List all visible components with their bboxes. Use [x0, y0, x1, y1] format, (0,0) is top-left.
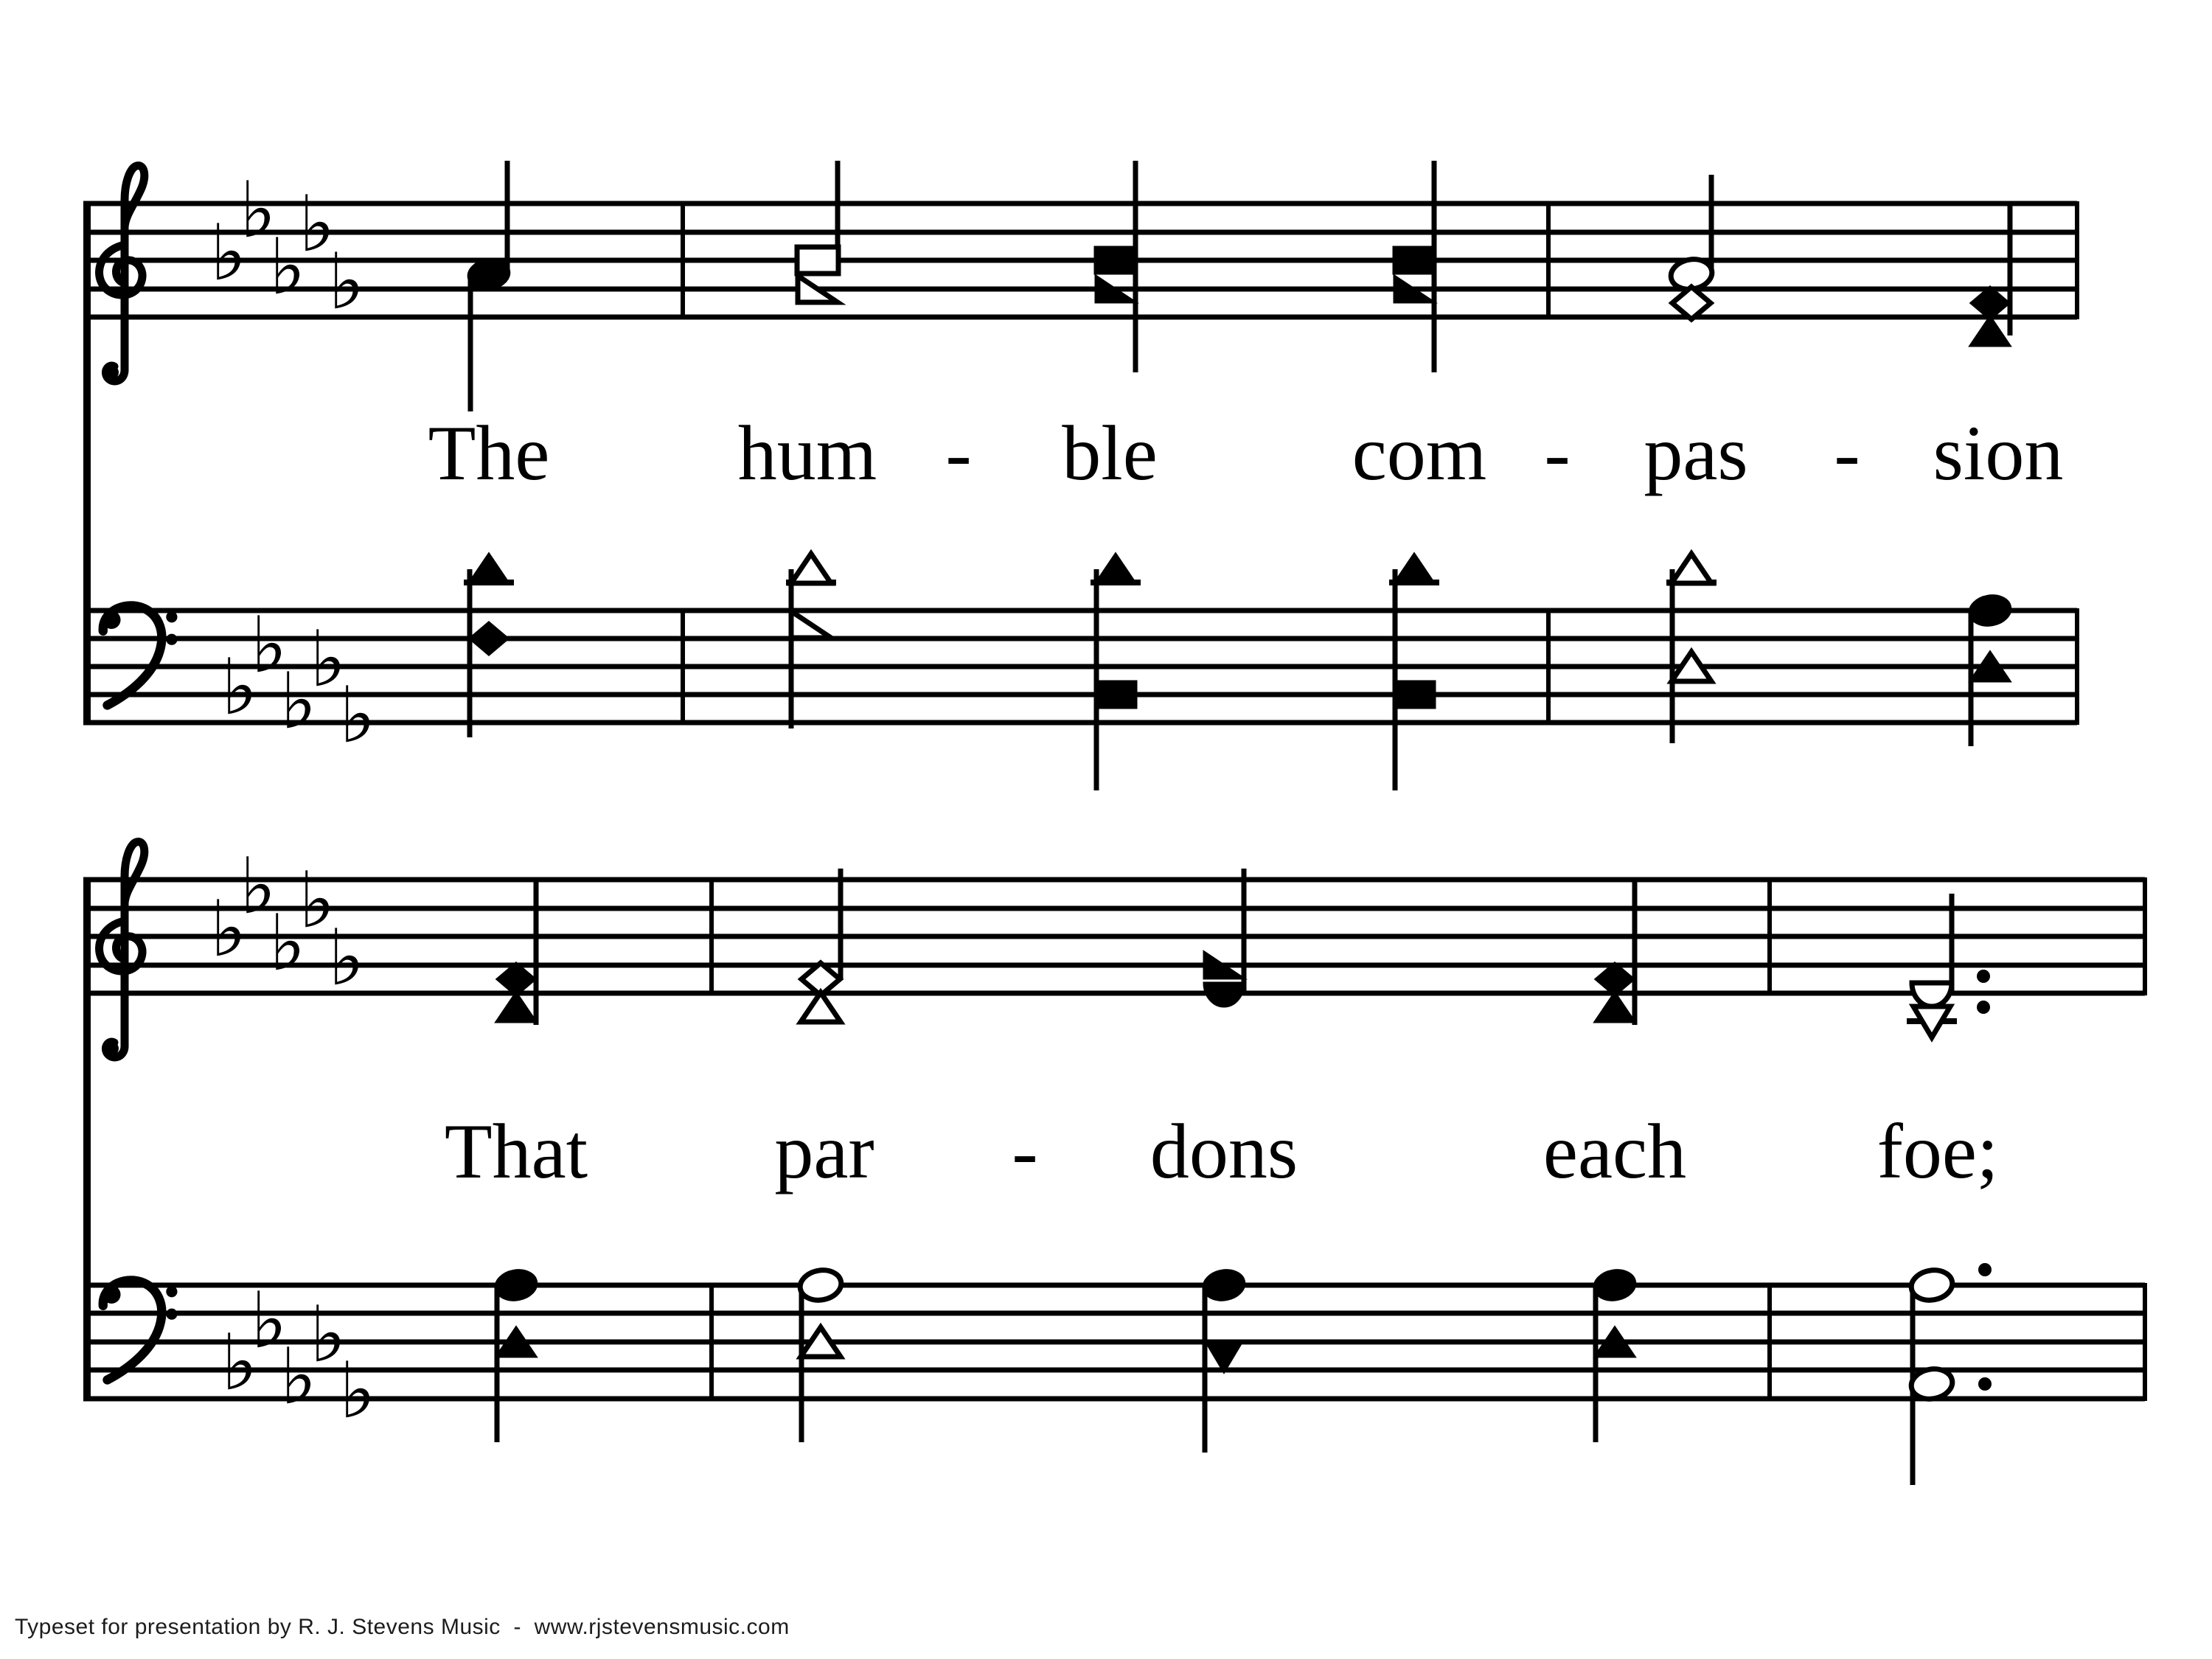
flat-sign-icon: ♭ — [310, 1290, 347, 1380]
flat-sign-icon: ♭ — [221, 642, 258, 732]
notehead-tri-filled — [469, 554, 509, 583]
flat-sign-icon: ♭ — [328, 237, 365, 327]
flat-sign-icon: ♭ — [240, 165, 276, 255]
chord — [1091, 554, 1141, 790]
chord — [1394, 161, 1435, 372]
lyrics-line-1 — [428, 410, 2064, 496]
flat-sign-icon: ♭ — [251, 1276, 288, 1366]
notehead-tri-hollow — [801, 992, 841, 1022]
flat-sign-icon: ♭ — [339, 670, 376, 760]
lyric-syllable: hum — [737, 410, 877, 496]
notehead-oval-filled — [1201, 1267, 1247, 1303]
notehead-oval-hollow — [1909, 1267, 1955, 1303]
bass-clef-icon — [102, 1280, 178, 1380]
lyric-syllable: The — [428, 410, 550, 496]
notehead-diamond-filled — [470, 622, 508, 655]
flat-sign-icon: ♭ — [339, 1346, 376, 1436]
flat-sign-icon: ♭ — [280, 1332, 317, 1422]
staff-treble — [83, 841, 2145, 1057]
system-2 — [83, 841, 2145, 1485]
notehead-rect-hollow — [797, 247, 838, 274]
staff-treble — [83, 161, 2077, 411]
flat-sign-icon: ♭ — [280, 656, 317, 746]
flat-sign-icon: ♭ — [328, 913, 365, 1003]
notehead-oval-filled — [493, 1267, 539, 1303]
lyric-syllable: pas — [1644, 410, 1748, 496]
lyric-syllable: each — [1543, 1108, 1687, 1194]
lyric-hyphen: - — [1834, 410, 1860, 496]
notehead-cup-filled — [1204, 983, 1244, 1006]
chord — [1201, 1267, 1247, 1453]
flat-sign-icon: ♭ — [221, 1318, 258, 1408]
chord — [1389, 554, 1439, 790]
lyric-syllable: par — [774, 1108, 874, 1194]
footer-credit: Typeset for presentation by R. J. Stevens Music - www.rjstevensmusic.com — [15, 1615, 790, 1639]
notehead-rect-filled — [1394, 247, 1435, 274]
notehead-oval-hollow — [798, 1267, 844, 1303]
augmentation-dot — [1977, 970, 1990, 983]
flat-sign-icon: ♭ — [310, 614, 347, 704]
notehead-rect-filled — [1095, 681, 1136, 708]
lyric-syllable: That — [444, 1108, 588, 1194]
lyric-syllable: sion — [1933, 410, 2064, 496]
notehead-tri-hollow — [1672, 554, 1711, 583]
chord — [801, 869, 841, 1022]
chord — [1592, 1267, 1638, 1442]
flat-sign-icon: ♭ — [269, 898, 306, 988]
flat-sign-icon: ♭ — [299, 179, 335, 269]
flat-sign-icon: ♭ — [210, 208, 247, 298]
flat-sign-icon: ♭ — [269, 222, 306, 312]
staff-bass — [83, 1263, 2145, 1485]
lyric-syllable: ble — [1062, 410, 1158, 496]
lyrics-line-2 — [445, 1108, 1999, 1194]
notehead-rect-filled — [1394, 681, 1435, 708]
treble-clef-icon — [100, 842, 145, 1057]
treble-clef-icon — [100, 166, 145, 381]
notehead-tri-filled — [1096, 554, 1135, 583]
chord — [798, 1267, 844, 1442]
lyric-hyphen: - — [1544, 410, 1571, 496]
lyrics — [428, 410, 2064, 1194]
lyric-syllable: dons — [1150, 1108, 1298, 1194]
notehead-tri-filled — [1595, 992, 1635, 1022]
chord — [1095, 161, 1136, 372]
notehead-tri-filled — [1394, 554, 1434, 583]
chord — [1909, 1263, 1992, 1485]
flat-sign-icon: ♭ — [299, 855, 335, 945]
chord — [1970, 206, 2010, 346]
notehead-cup-hollow — [1912, 983, 1952, 1006]
lyric-syllable: com — [1352, 410, 1487, 496]
lyric-hyphen: - — [1012, 1108, 1038, 1194]
flat-sign-icon: ♭ — [210, 884, 247, 974]
chord — [1669, 175, 1714, 319]
chord — [1666, 554, 1717, 743]
lyric-hyphen: - — [945, 410, 972, 496]
chord — [464, 554, 514, 737]
chord — [466, 161, 512, 411]
notehead-fa-hollow — [791, 611, 831, 638]
augmentation-dot — [1977, 1001, 1990, 1014]
chord — [496, 881, 536, 1025]
chord — [1595, 881, 1635, 1025]
notehead-tri-hollow — [791, 554, 831, 583]
augmentation-dot — [1978, 1377, 1992, 1391]
bass-clef-icon — [102, 605, 178, 705]
notehead-rect-filled — [1095, 247, 1136, 274]
notehead-tri-filled — [496, 992, 536, 1022]
augmentation-dot — [1978, 1263, 1992, 1276]
staff-bass — [83, 554, 2077, 790]
flat-sign-icon: ♭ — [251, 600, 288, 690]
notehead-diamond-hollow — [1672, 287, 1711, 319]
lyric-syllable: foe; — [1877, 1108, 1999, 1194]
notehead-oval-filled — [1592, 1267, 1638, 1303]
notehead-tri-filled — [1970, 316, 2010, 346]
notehead-oval-filled — [1967, 592, 2013, 628]
chord — [493, 1267, 539, 1442]
flat-sign-icon: ♭ — [240, 841, 276, 931]
